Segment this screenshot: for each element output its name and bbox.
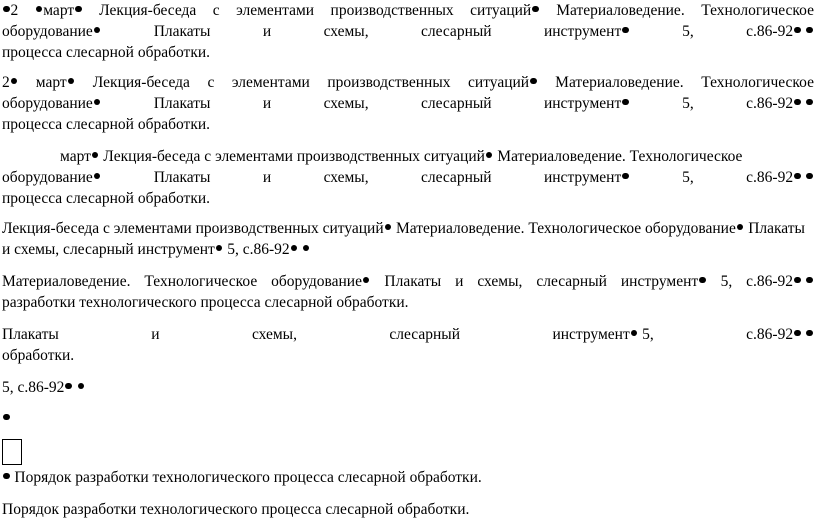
text-word: Лекция-беседа <box>99 2 197 19</box>
text-word: с <box>212 2 220 19</box>
text-word: Технологическое <box>701 2 814 19</box>
text-phrase: 5, с.86-92 <box>2 379 65 396</box>
text-word: инструмент <box>620 273 699 290</box>
bullet-icon <box>806 173 813 180</box>
text-word: и <box>151 326 160 343</box>
bullet-icon <box>68 78 75 85</box>
bullet-icon <box>291 245 298 252</box>
paragraph-1 <box>2 0 814 63</box>
text-word: Лекция-беседа <box>92 74 190 91</box>
bullet-icon <box>806 99 813 106</box>
text-number: 2 <box>2 74 10 91</box>
text-word: Технологическое <box>144 273 258 290</box>
paragraph-3-line-1 <box>2 146 814 167</box>
bullet-icon <box>806 27 813 34</box>
text-word: 5, <box>682 95 694 112</box>
text-word: слесарный <box>420 95 492 112</box>
text-phrase: 5, с.86-92 <box>227 241 290 258</box>
paragraph-2 <box>2 72 814 135</box>
bullet-icon <box>737 224 744 231</box>
paragraph-3 <box>2 146 814 209</box>
text-word: Плакаты <box>153 169 211 186</box>
paragraph-1-line-1 <box>2 0 814 21</box>
bullet-icon <box>94 27 101 34</box>
paragraph-8 <box>2 467 814 488</box>
text-word: 5, <box>682 169 694 186</box>
paragraph-4 <box>2 218 814 260</box>
text-word: элементами <box>231 74 310 91</box>
text-word: инструмент <box>552 326 630 343</box>
bullet-icon <box>75 6 82 13</box>
text-word: слесарный <box>536 273 607 290</box>
bullet-icon <box>699 277 706 284</box>
text-word: инструмент <box>543 95 622 112</box>
text-word: Плакаты <box>384 273 442 290</box>
text-word: и <box>262 23 272 40</box>
text-word: Плакаты <box>2 326 59 343</box>
paragraph-3-line-3: процесса слесарной обработки. <box>2 190 211 207</box>
bullet-icon <box>794 99 801 106</box>
text-word: схемы, <box>323 95 369 112</box>
bullet-icon <box>622 99 629 106</box>
text-word: слесарный <box>420 23 492 40</box>
bullet-icon <box>486 152 493 159</box>
paragraph-5-line-2: разработки технологического процесса слесарной обработки. <box>2 294 409 311</box>
text-word: Технологическое <box>701 74 814 91</box>
bullet-icon <box>11 78 18 85</box>
text-word: Плакаты <box>153 23 211 40</box>
text-word: слесарный <box>389 326 461 343</box>
text-word: инструмент <box>543 23 622 40</box>
text-word: схемы, <box>323 23 369 40</box>
paragraph-2-line-3: процесса слесарной обработки. <box>2 116 211 133</box>
text-month: март <box>60 148 91 165</box>
bullet-icon <box>532 6 539 13</box>
paragraph-1-line-3: процесса слесарной обработки. <box>2 44 211 61</box>
text-word: ситуаций <box>470 2 532 19</box>
text-word: с <box>207 74 215 91</box>
text-word: оборудование <box>2 169 93 186</box>
text-month: март <box>43 2 75 19</box>
paragraph-4-line-2 <box>2 239 814 260</box>
text-word: с.86-92 <box>746 273 794 290</box>
bullet-icon <box>3 414 10 421</box>
bullet-icon <box>794 27 801 34</box>
text-word: инструмент <box>543 169 622 186</box>
text-word: производственных <box>330 2 454 19</box>
text-phrase: Порядок разработки технологического процесса слесарной обработки. <box>14 469 482 486</box>
text-word: производственных <box>327 74 451 91</box>
text-number: 2 <box>10 2 19 19</box>
text-word: слесарный <box>420 169 492 186</box>
bullet-icon <box>806 330 813 337</box>
text-word: ситуаций <box>468 74 530 91</box>
text-word: оборудование <box>2 95 93 112</box>
paragraph-2-line-1 <box>2 72 814 93</box>
text-word: оборудование <box>2 23 93 40</box>
text-word: элементами <box>236 2 315 19</box>
text-word: Плакаты <box>748 220 805 237</box>
paragraph-6 <box>2 324 814 366</box>
bullet-icon <box>36 6 43 13</box>
text-word: с.86-92 <box>746 326 794 343</box>
paragraph-9 <box>2 499 814 520</box>
text-word: и <box>262 95 272 112</box>
bullet-icon <box>794 277 801 284</box>
bullet-icon <box>806 277 813 284</box>
bullet-icon <box>385 224 392 231</box>
bullet-icon <box>303 245 310 252</box>
bullet-icon <box>65 383 72 390</box>
text-word: Материаловедение. <box>555 74 684 91</box>
paragraph-6-line-2: обработки. <box>2 347 75 364</box>
text-word: и <box>455 273 464 290</box>
bullet-icon <box>216 245 223 252</box>
bullet-icon <box>3 6 10 13</box>
bullet-icon <box>631 330 638 337</box>
bullet-icon <box>94 173 101 180</box>
text-phrase: Лекция-беседа с элементами производственных ситуаций <box>103 148 485 165</box>
text-word: с.86-92 <box>746 23 794 40</box>
text-word: схемы, <box>323 169 369 186</box>
text-word: оборудование <box>271 273 362 290</box>
text-phrase: Материаловедение. Технологическое оборудование <box>396 220 736 237</box>
text-word: 5, <box>720 273 733 290</box>
text-word: 5, <box>682 23 694 40</box>
text-word: схемы, <box>251 326 297 343</box>
text-word: и <box>262 169 272 186</box>
bullet-icon <box>622 27 629 34</box>
text-word: 5, <box>642 326 654 343</box>
bullet-icon <box>794 173 801 180</box>
bullet-icon <box>794 330 801 337</box>
text-phrase: Лекция-беседа с элементами производственных ситуаций <box>2 220 384 237</box>
text-phrase: и схемы, слесарный инструмент <box>2 241 215 258</box>
bullet-icon <box>3 473 10 480</box>
text-phrase: Материаловедение. Технологическое <box>497 148 743 165</box>
bullet-icon <box>78 383 85 390</box>
paragraph-5-line-1 <box>2 271 814 292</box>
paragraph-2-line-2 <box>2 93 814 114</box>
paragraph-5 <box>2 271 814 313</box>
bullet-icon <box>363 277 370 284</box>
paragraph-7 <box>2 377 814 398</box>
bullet-icon <box>92 152 99 159</box>
paragraph-3-line-2 <box>2 167 814 188</box>
paragraph-1-line-2 <box>2 21 814 42</box>
text-word: схемы, <box>477 273 523 290</box>
text-word: с.86-92 <box>746 169 794 186</box>
text-word: Материаловедение. <box>556 2 685 19</box>
paragraph-6-line-1 <box>2 324 814 345</box>
text-word: Материаловедение. <box>2 273 131 290</box>
text-word: с.86-92 <box>746 95 794 112</box>
bullet-icon <box>622 173 629 180</box>
paragraph-4-line-1 <box>2 218 814 239</box>
bullet-icon <box>94 99 101 106</box>
text-month: март <box>35 74 67 91</box>
lone-bullet <box>2 408 814 429</box>
empty-box <box>2 439 22 465</box>
text-word: Плакаты <box>153 95 211 112</box>
bullet-icon <box>530 78 537 85</box>
text-phrase: Порядок разработки технологического процесса слесарной обработки. <box>2 501 470 518</box>
